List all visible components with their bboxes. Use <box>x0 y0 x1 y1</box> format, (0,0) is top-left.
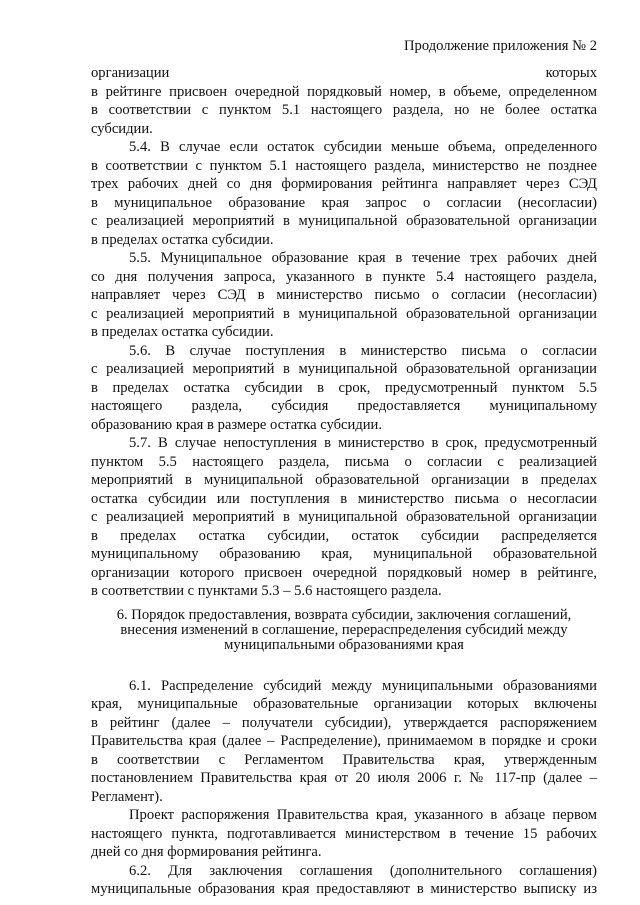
text-line: Регламент). <box>91 788 163 805</box>
text-line: 6.1. Распределение субсидий между муниципальными образованиями <box>129 677 597 694</box>
text-line: организации которых <box>91 65 597 81</box>
text-line: с реализацией мероприятий в муниципальной образовательной организации <box>91 305 597 322</box>
document-body <box>91 64 597 899</box>
text-line: в соответствии с пунктами 5.3 – 5.6 настоящего раздела. <box>91 583 442 599</box>
heading-line: внесения изменений в соглашение, перераспределения субсидий между <box>120 621 568 638</box>
text-line: 5.5. Муниципальное образование края в течение трех рабочих дней <box>129 250 597 266</box>
paragraph-6-1-second <box>91 806 597 862</box>
text-line: в пределах остатка субсидии, остаток субсидии распределяется <box>91 527 597 544</box>
text-line: со дня получения запроса, указанного в пункте 5.4 настоящего раздела, <box>91 268 597 285</box>
text-line: Правительства края (далее – Распределение), принимаемом в порядке и сроки <box>91 733 597 749</box>
text-line: пунктом 5.5 настоящего раздела, письма о согласии с реализацией <box>91 453 597 470</box>
text-line: в пределах остатка субсидии в срок, предусмотренный пунктом 5.5 <box>91 379 597 396</box>
text-line: образованию края в размере остатка субсидии. <box>91 416 383 433</box>
page-header: Продолжение приложения № 2 <box>404 38 597 54</box>
text-line: в пределах остатка субсидии. <box>91 231 274 248</box>
text-line: с реализацией мероприятий в муниципальной образовательной организации <box>91 509 597 525</box>
paragraph-5-7 <box>91 434 597 601</box>
heading-line: муниципальными образованиями края <box>224 636 464 653</box>
text-line: организации которого присвоен очередной порядковый номер в рейтинге, <box>91 564 597 581</box>
text-line: мероприятий в муниципальной образовательной организации в пределах <box>91 472 597 488</box>
text-line: 5.7. В случае непоступления в министерство в срок, предусмотренный <box>129 435 597 451</box>
paragraph-continuation <box>91 64 597 138</box>
text-line: муниципальные образования края предоставляют в министерство выписку из <box>91 881 597 897</box>
text-line: в муниципальное образование края запрос о согласии (несогласии) <box>91 194 597 211</box>
text-line: настоящего пункта, подготавливается министерством в течение 15 рабочих <box>91 825 597 842</box>
text-line: в рейтинге присвоен очередной порядковый номер, в объеме, определенном <box>91 83 597 100</box>
text-line: направляет через СЭД в министерство письмо о согласии (несогласии) <box>91 287 597 303</box>
paragraph-5-4 <box>91 138 597 249</box>
text-line: с реализацией мероприятий в муниципальной образовательной организации <box>91 213 597 229</box>
text-line: Проект распоряжения Правительства края, указанного в абзаце первом <box>129 807 597 823</box>
text-line: 6.2. Для заключения соглашения (дополнительного соглашения) <box>129 862 597 879</box>
text-line: в соответствии с пунктом 5.1 настоящего раздела, министерство не позднее <box>91 157 597 174</box>
text-line: с реализацией мероприятий в муниципальной образовательной организации <box>91 361 597 377</box>
paragraph-5-6 <box>91 342 597 435</box>
heading-line: 6. Порядок предоставления, возврата субсидии, заключения соглашений, <box>116 606 572 623</box>
text-line: в рейтинг (далее – получатели субсидии), утверждается распоряжением <box>91 714 597 731</box>
text-line: дней со дня формирования рейтинга. <box>91 844 322 860</box>
text-line: края, муниципальные образовательные организации которых включены <box>91 696 597 712</box>
text-line: муниципальному образованию края, муниципальной образовательной <box>91 546 597 562</box>
text-line: 5.6. В случае поступления в министерство письма о согласии <box>129 342 597 359</box>
text-line: в пределах остатка субсидии. <box>91 324 274 340</box>
text-line: в соответствии с пунктом 5.1 настоящего раздела, но не более остатка <box>91 102 597 118</box>
text-line: субсидии. <box>91 120 153 137</box>
text-line: настоящего раздела, субсидия предоставляется муниципальному <box>91 398 597 414</box>
text-line: 5.4. В случае если остаток субсидии меньше объема, определенного <box>129 139 597 155</box>
section-heading <box>91 608 597 653</box>
text-line: остатка субсидии или поступления в министерство письма о несогласии <box>91 490 597 507</box>
text-line: трех рабочих дней со дня формирования рейтинга направляет через СЭД <box>91 176 597 192</box>
text-line: в соответствии с Регламентом Правительства края, утвержденным <box>91 751 597 768</box>
text-line: постановлением Правительства края от 20 июля 2006 г. № 117-пр (далее – <box>91 770 597 786</box>
paragraph-5-5 <box>91 249 597 342</box>
paragraph-6-2 <box>91 862 597 899</box>
paragraph-6-1 <box>91 677 597 807</box>
